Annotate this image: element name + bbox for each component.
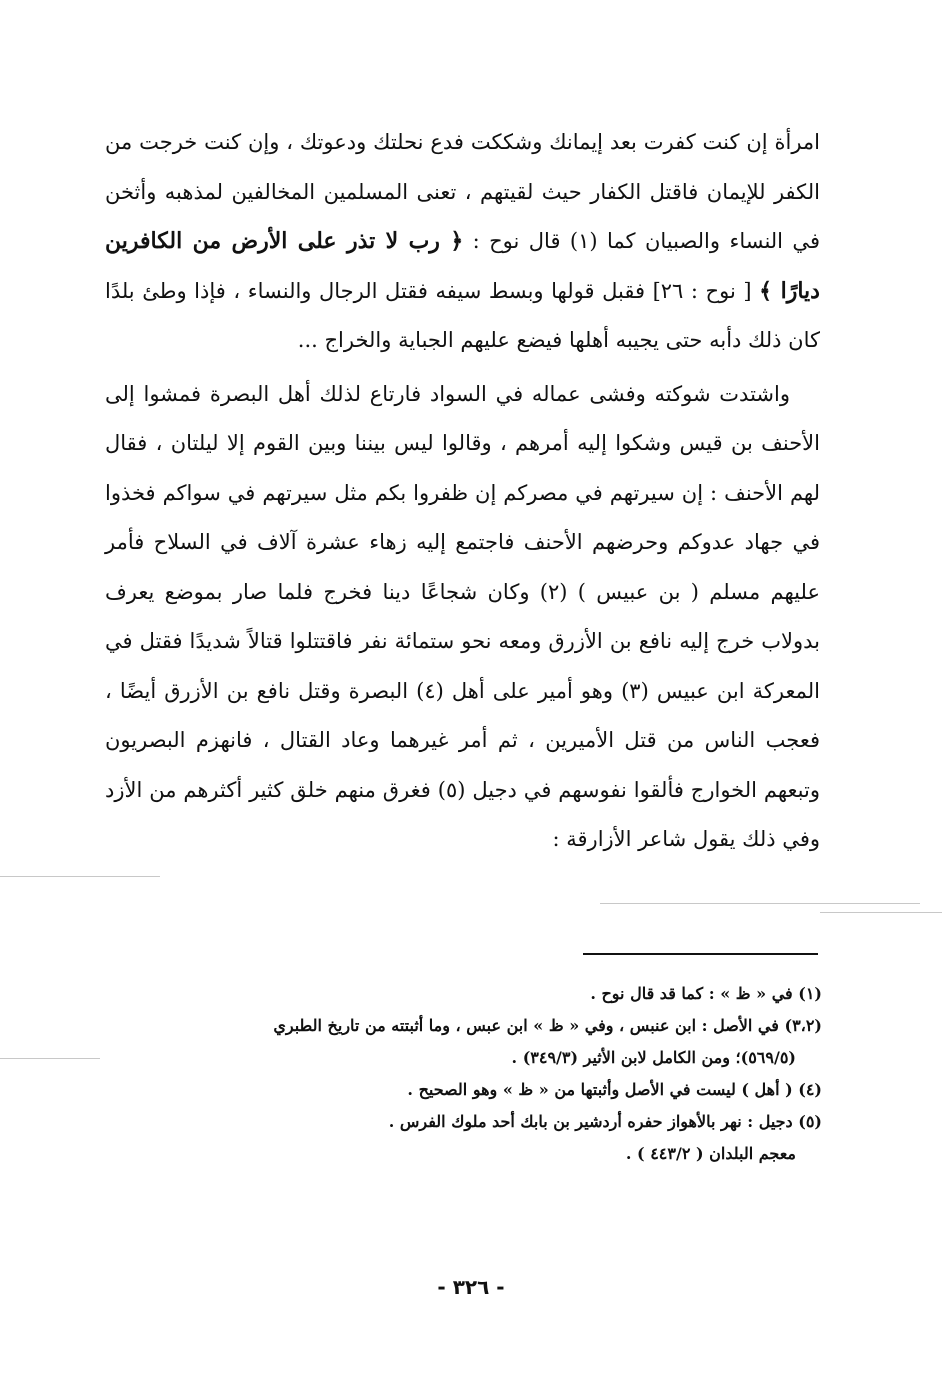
- footnote-2-3-continued: (٥٦٩/٥)؛ ومن الكامل لابن الأثير (٣٤٩/٣) .: [511, 1048, 796, 1067]
- quran-verse: ﴿ رب لا تذر على الأرض من الكافرين ديارًا ﴾: [105, 228, 820, 304]
- page-number: - ٣٢٦ -: [437, 1275, 505, 1299]
- paragraph-1-end: [ نوح : ٢٦] فقبل قولها وبسط سيفه فقتل الرجال والنساء ، فإذا وطئ بلدًا كان ذلك دأبه حتى يجيبه أهلها فيضع عليهم الجباية والخراج ...: [105, 278, 820, 352]
- footnote-separator: [583, 953, 818, 955]
- paragraph-1: [105, 118, 820, 366]
- paragraph-1-start: امرأة إن كنت كفرت بعد إيمانك وشككت فدع نحلتك ودعوتك ، وإن كنت خرجت من الكفر للإيمان فاقتل الكفار حيث لقيتهم ، تعنى المسلمين المخالفين لمذهبه وأثخن في النساء والصبيان كما (١) قال نوح :: [105, 130, 820, 253]
- paragraph-2: واشتدت شوكته وفشى عماله في السواد فارتاع لذلك أهل البصرة فمشوا إلى الأحنف بن قيس وشكوا إليه أمرهم ، وقالوا ليس بيننا وبين القوم إلا ليلتان ، فقال لهم الأحنف : إن سيرتهم في مصركم إن ظفروا بكم مثل سيرتهم في سواكم فخذوا في جهاد عدوكم وحرضهم الأحنف فاجتمع إليه زهاء عشرة آلاف في السلاح فأمر عليهم مسلم ( بن عبيس ) (٢) وكان شجاعًا دينا فخرج فلما صار بموضع يعرف بدولاب خرج إليه نافع بن الأزرق ومعه نحو ستمائة نفر فاقتتلوا قتالاً شديدًا فقتل في المعركة ابن عبيس (٣) وهو أمير على أهل (٤) البصرة وقتل نافع بن الأزرق أيضًا ، فعجب الناس من قتل الأميرين ، ثم أمر غيرهما وعاد القتال ، فانهزم البصريون وتبعهم الخوارج فألقوا نفوسهم في دجيل (٥) فغرق منهم خلق كثير أكثرهم من الأزد وفي ذلك يقول شاعر الأزارقة :: [105, 381, 820, 851]
- scan-artifact-line: [0, 1058, 100, 1059]
- scan-artifact-line: [0, 876, 160, 877]
- footnote-5: (٥) دجيل : نهر بالأهواز حفره أردشير بن بابك أحد ملوك الفرس .: [388, 1112, 822, 1131]
- main-text: [105, 118, 820, 865]
- footnote-4: (٤) ( أهل ) ليست في الأصل وأثبتها من « ظ » وهو الصحيح .: [407, 1080, 822, 1099]
- footnote-2-3: (٣،٢) في الأصل : ابن عنبس ، وفي « ظ » ابن عبس ، وما أثبتته من تاريخ الطبري: [273, 1016, 822, 1035]
- scan-artifact-line: [820, 912, 942, 913]
- scan-artifact-line: [600, 903, 920, 904]
- footnotes: [100, 978, 822, 1170]
- footnote-5-continued: معجم البلدان ( ٤٤٣/٢ ) .: [625, 1144, 796, 1163]
- footnote-1: (١) في « ظ » : كما قد قال نوح .: [590, 984, 822, 1003]
